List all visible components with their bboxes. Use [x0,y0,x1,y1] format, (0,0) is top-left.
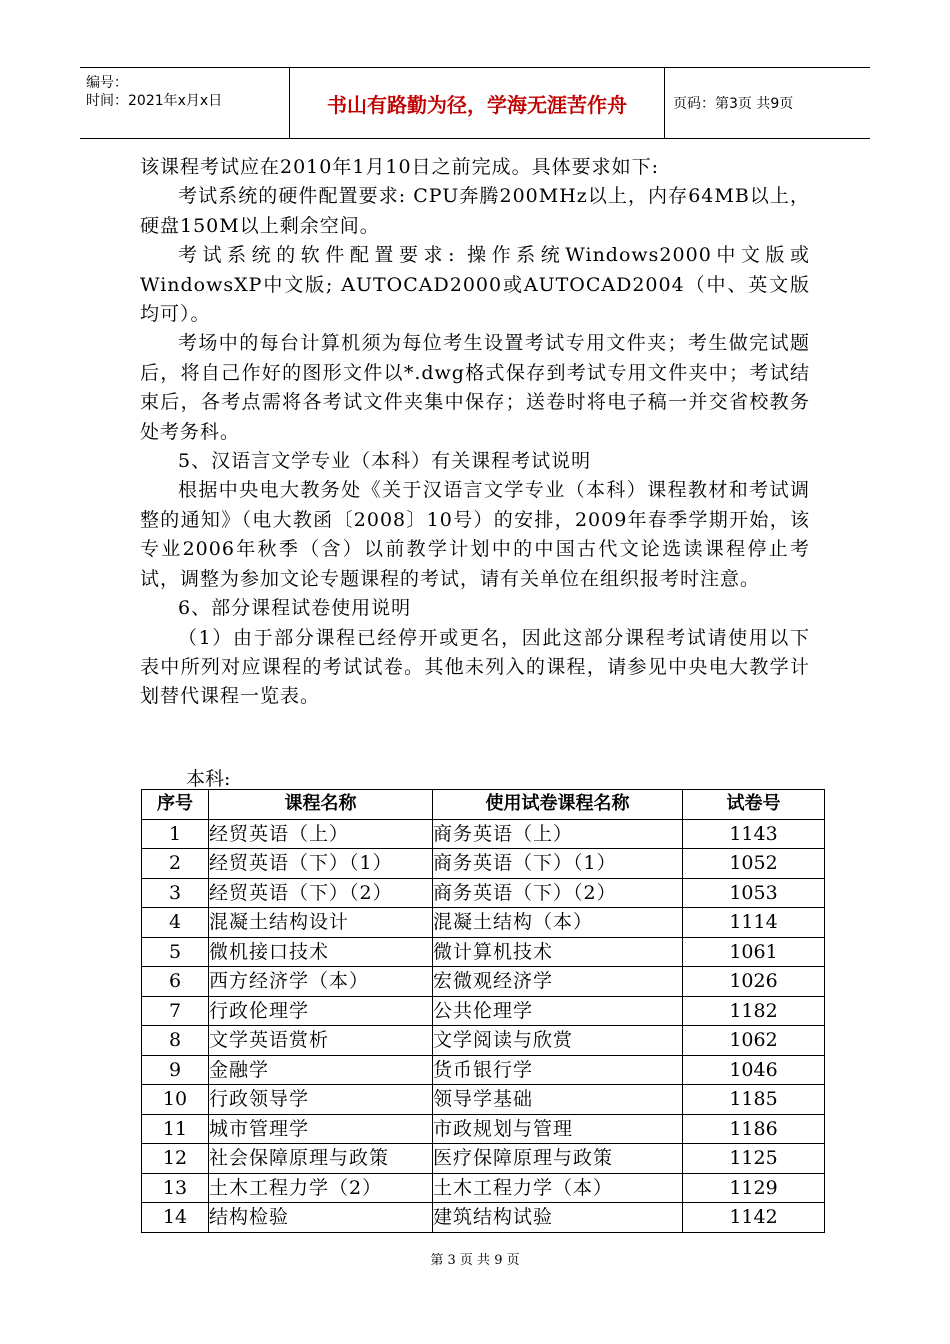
cell-paper-no: 1143 [683,819,825,849]
cell-used-course-name: 建筑结构试验 [433,1203,683,1233]
table-row [142,1114,825,1144]
paragraph: 考试系统的软件配置要求: 操作系统Windows2000中文版或WindowsXP中文版; AUTOCAD2000或AUTOCAD2004（中、英文版均可）。 [140,244,810,326]
table-row [142,1055,825,1085]
paragraph: 考场中的每台计算机须为每位考生设置考试专用文件夹；考生做完试题后，将自己作好的图形文件以*.dwg格式保存到考试专用文件夹中；考试结束后，各考点需将各考试文件夹集中保存；送卷时将电子稿一并交省校教务处考务科。 [140,332,810,443]
cell-course-name: 城市管理学 [209,1114,433,1144]
table-header-row [142,790,825,820]
table-row [142,1026,825,1056]
cell-no: 3 [142,878,209,908]
cell-no: 13 [142,1173,209,1203]
col-header-used-course: 使用试卷课程名称 [433,790,683,820]
cell-course-name: 金融学 [209,1055,433,1085]
header-number: 编号： [86,75,128,91]
col-header-no: 序号 [142,790,209,820]
cell-paper-no: 1142 [683,1203,825,1233]
table-row [142,1203,825,1233]
table-row [142,849,825,879]
table-row [142,967,825,997]
table-label: 本科: [186,768,231,790]
cell-paper-no: 1046 [683,1055,825,1085]
section-heading-5: 5、汉语言文学专业（本科）有关课程考试说明 [178,450,592,473]
cell-course-name: 土木工程力学（2） [209,1173,433,1203]
cell-no: 10 [142,1085,209,1115]
header-motto: 书山有路勤为径，学海无涯苦作舟 [290,68,665,138]
cell-paper-no: 1182 [683,996,825,1026]
cell-paper-no: 1052 [683,849,825,879]
table-row [142,996,825,1026]
cell-course-name: 经贸英语（下）（2） [209,878,433,908]
cell-paper-no: 1129 [683,1173,825,1203]
header-meta [80,68,290,138]
table-row [142,878,825,908]
cell-used-course-name: 宏微观经济学 [433,967,683,997]
cell-no: 11 [142,1114,209,1144]
cell-no: 8 [142,1026,209,1056]
cell-no: 6 [142,967,209,997]
cell-paper-no: 1125 [683,1144,825,1174]
paragraph: 根据中央电大教务处《关于汉语言文学专业（本科）课程教材和考试调整的通知》（电大教函〔2008〕10号）的安排，2009年春季学期开始，该专业2006年秋季（含）以前教学计划中的中国古代文论选读课程停止考试，调整为参加文论专题课程的考试，请有关单位在组织报考时注意。 [140,479,810,590]
cell-paper-no: 1114 [683,908,825,938]
page-footer: 第 3 页 共 9 页 [430,1253,520,1268]
table-row [142,908,825,938]
cell-course-name: 结构检验 [209,1203,433,1233]
cell-course-name: 社会保障原理与政策 [209,1144,433,1174]
cell-paper-no: 1061 [683,937,825,967]
cell-used-course-name: 文学阅读与欣赏 [433,1026,683,1056]
cell-no: 9 [142,1055,209,1085]
paragraph: 考试系统的硬件配置要求: CPU奔腾200MHz以上，内存64MB以上，硬盘150M以上剩余空间。 [140,185,810,237]
cell-used-course-name: 土木工程力学（本） [433,1173,683,1203]
cell-paper-no: 1062 [683,1026,825,1056]
table-row [142,819,825,849]
cell-no: 7 [142,996,209,1026]
cell-course-name: 经贸英语（下）（1） [209,849,433,879]
cell-no: 14 [142,1203,209,1233]
section-heading-6: 6、部分课程试卷使用说明 [178,597,412,620]
cell-course-name: 混凝土结构设计 [209,908,433,938]
cell-used-course-name: 货币银行学 [433,1055,683,1085]
table-row [142,1173,825,1203]
cell-no: 5 [142,937,209,967]
cell-paper-no: 1186 [683,1114,825,1144]
cell-used-course-name: 公共伦理学 [433,996,683,1026]
cell-course-name: 经贸英语（上） [209,819,433,849]
cell-used-course-name: 商务英语（下）（1） [433,849,683,879]
paragraph: （1）由于部分课程已经停开或更名，因此这部分课程考试请使用以下表中所列对应课程的考试试卷。其他未列入的课程，请参见中央电大教学计划替代课程一览表。 [140,626,810,708]
cell-course-name: 微机接口技术 [209,937,433,967]
course-substitution-table [141,789,825,1233]
cell-no: 12 [142,1144,209,1174]
table-row [142,1144,825,1174]
col-header-course: 课程名称 [209,790,433,820]
cell-used-course-name: 混凝土结构（本） [433,908,683,938]
cell-used-course-name: 商务英语（上） [433,819,683,849]
header-page-info: 页码：第3页 共9页 [673,96,794,112]
cell-course-name: 行政领导学 [209,1085,433,1115]
cell-paper-no: 1026 [683,967,825,997]
cell-no: 4 [142,908,209,938]
document-body [140,153,810,712]
page-header [80,67,870,139]
col-header-paper-no: 试卷号 [683,790,825,820]
cell-no: 1 [142,819,209,849]
cell-course-name: 西方经济学（本） [209,967,433,997]
cell-used-course-name: 微计算机技术 [433,937,683,967]
table-row [142,937,825,967]
cell-used-course-name: 市政规划与管理 [433,1114,683,1144]
cell-used-course-name: 商务英语（下）（2） [433,878,683,908]
header-time: 时间：2021年x月x日 [86,93,223,109]
cell-no: 2 [142,849,209,879]
table-row [142,1085,825,1115]
cell-course-name: 行政伦理学 [209,996,433,1026]
paragraph: 该课程考试应在2010年1月10日之前完成。具体要求如下: [140,156,660,178]
cell-used-course-name: 领导学基础 [433,1085,683,1115]
cell-paper-no: 1185 [683,1085,825,1115]
cell-course-name: 文学英语赏析 [209,1026,433,1056]
cell-paper-no: 1053 [683,878,825,908]
cell-used-course-name: 医疗保障原理与政策 [433,1144,683,1174]
